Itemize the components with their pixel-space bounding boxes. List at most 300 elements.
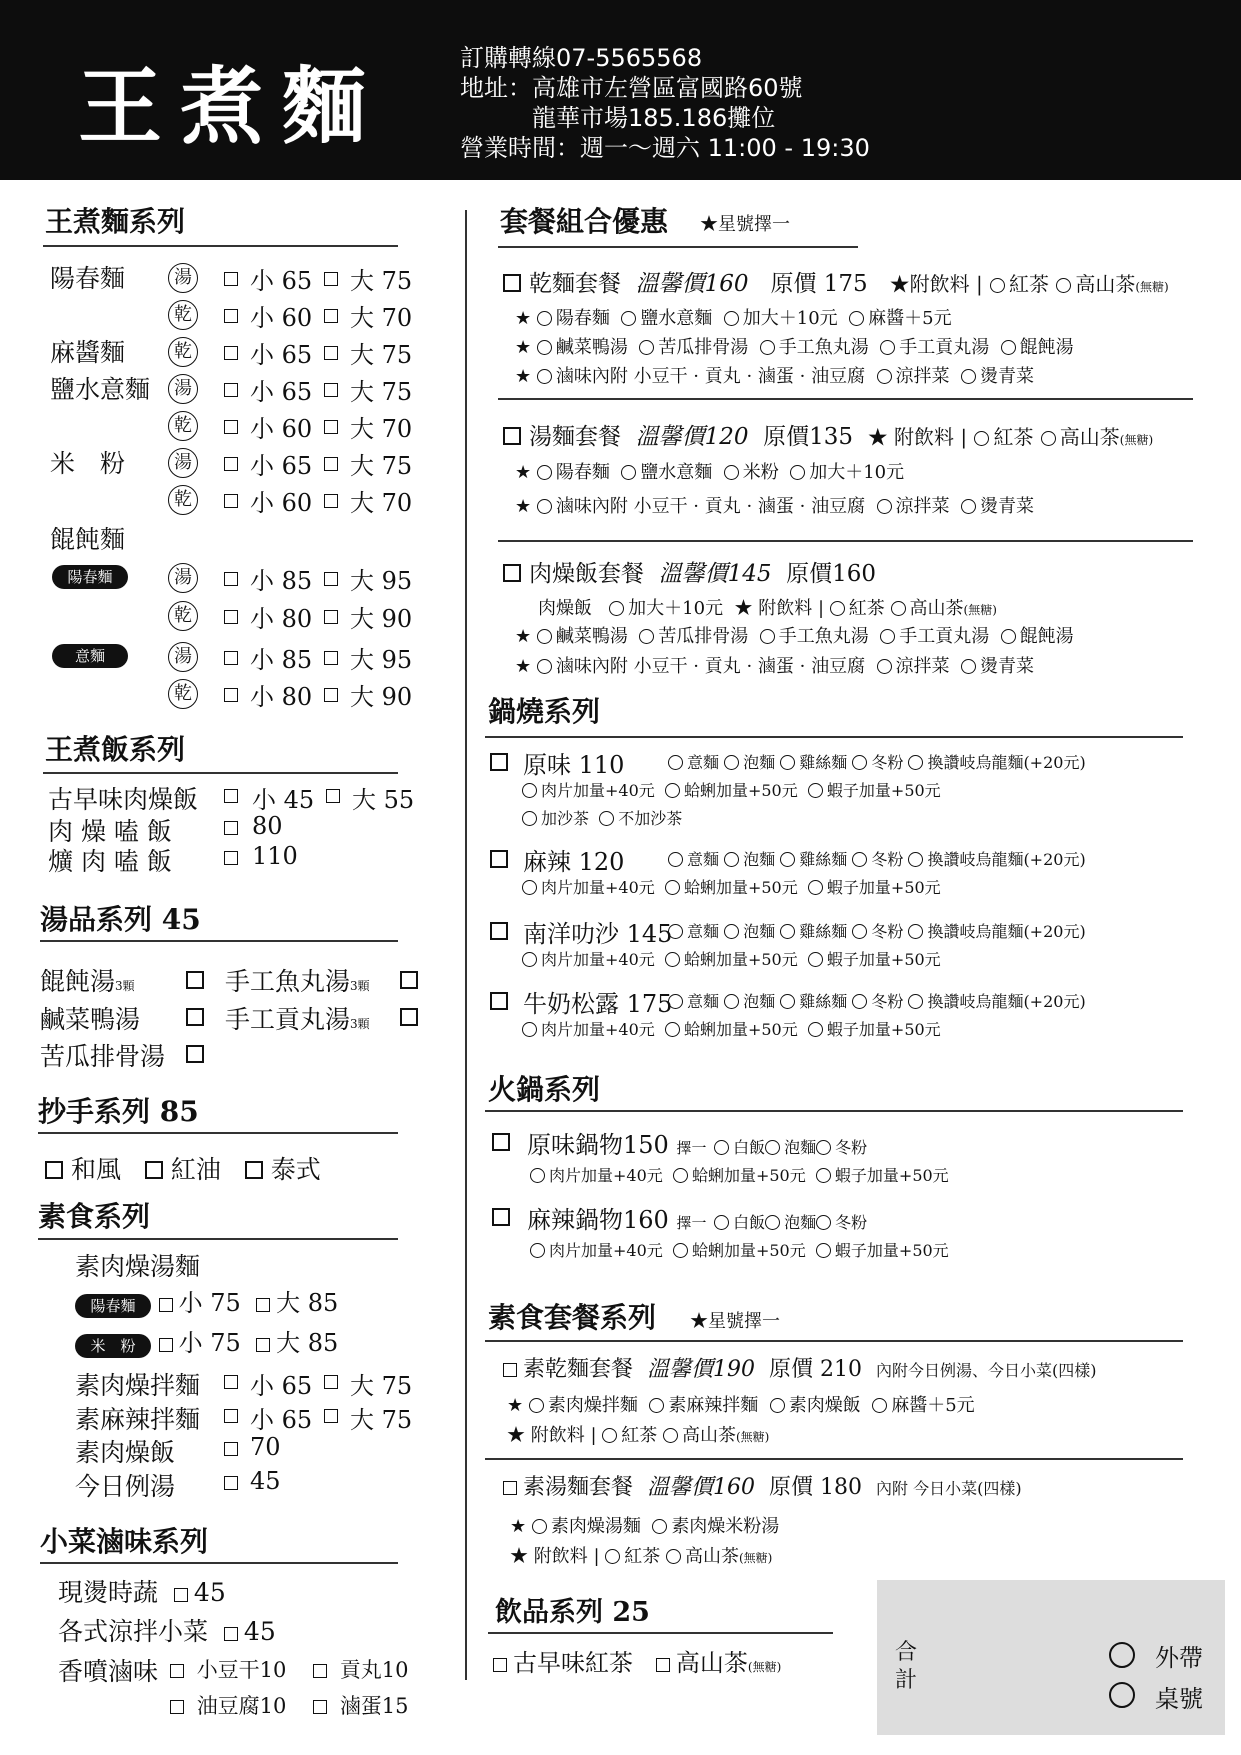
radio[interactable] bbox=[537, 369, 552, 384]
address-line1: 地址：高雄市左營區富國路60號 bbox=[460, 74, 803, 102]
large-price: 大 90 bbox=[350, 605, 413, 633]
small-checkbox[interactable] bbox=[224, 851, 238, 865]
pot-options bbox=[668, 847, 1091, 870]
radio[interactable] bbox=[816, 1168, 831, 1183]
radio[interactable] bbox=[780, 755, 795, 770]
radio[interactable] bbox=[880, 629, 895, 644]
option-label: 鹽水意麵 bbox=[640, 308, 713, 329]
radio[interactable] bbox=[830, 601, 845, 616]
radio[interactable] bbox=[668, 755, 683, 770]
set-name: 素湯麵套餐 bbox=[523, 1475, 634, 1500]
large-checkbox[interactable] bbox=[324, 272, 338, 286]
checkbox[interactable] bbox=[503, 564, 521, 582]
tea-option: 高山茶 bbox=[1075, 272, 1136, 296]
set-name: 湯麵套餐 bbox=[529, 424, 621, 450]
radio[interactable] bbox=[816, 1215, 831, 1230]
radio[interactable] bbox=[961, 659, 976, 674]
radio[interactable] bbox=[961, 499, 976, 514]
radio[interactable] bbox=[877, 369, 892, 384]
option-label: 滷味內附 小豆干 · 貢丸 · 滷蛋 · 油豆腐 bbox=[555, 366, 866, 387]
checkbox[interactable] bbox=[400, 1008, 418, 1026]
brand-logo: 王煮麵 bbox=[78, 58, 385, 156]
radio[interactable] bbox=[639, 340, 654, 355]
divider bbox=[38, 1238, 398, 1240]
large-checkbox[interactable] bbox=[324, 1375, 338, 1389]
large-checkbox[interactable] bbox=[324, 572, 338, 586]
checkbox[interactable] bbox=[186, 971, 204, 989]
type-pill: 陽春麵 bbox=[52, 565, 128, 589]
large-checkbox[interactable] bbox=[324, 1409, 338, 1423]
small-checkbox[interactable] bbox=[224, 688, 238, 702]
option-label: 泡麵 bbox=[784, 1138, 817, 1157]
divider bbox=[498, 398, 1193, 400]
set-name: 素乾麵套餐 bbox=[523, 1357, 634, 1382]
item-name: 手工魚丸湯 bbox=[225, 967, 351, 996]
radio[interactable] bbox=[816, 1243, 831, 1258]
checkbox[interactable] bbox=[493, 1658, 507, 1672]
option-label: 鹹菜鴨湯 bbox=[555, 626, 628, 647]
option-label: 意麵 bbox=[687, 992, 720, 1011]
option: 油豆腐10 bbox=[196, 1694, 287, 1718]
noodles-title: 王煮麵系列 bbox=[45, 205, 186, 238]
checkbox[interactable] bbox=[256, 1338, 270, 1352]
small-checkbox[interactable] bbox=[224, 272, 238, 286]
radio[interactable] bbox=[663, 1428, 678, 1443]
promo-price: 溫馨價160 bbox=[635, 271, 749, 297]
radio[interactable] bbox=[665, 783, 680, 798]
type-badge: 湯 bbox=[168, 448, 198, 478]
checkbox[interactable] bbox=[400, 971, 418, 989]
price: 45 bbox=[243, 1617, 276, 1646]
item-name: 麻醬麵 bbox=[50, 338, 126, 367]
radio[interactable] bbox=[621, 311, 636, 326]
checkbox[interactable] bbox=[313, 1700, 327, 1714]
tea-option: 紅茶 bbox=[1009, 272, 1050, 296]
star-mark: ★ bbox=[515, 656, 537, 677]
pot-options bbox=[668, 989, 1091, 1012]
option-label: 鹹菜鴨湯 bbox=[555, 337, 628, 358]
radio[interactable] bbox=[522, 811, 537, 826]
large-price: 大 85 bbox=[276, 1289, 339, 1317]
checkbox[interactable] bbox=[186, 1008, 204, 1026]
radio[interactable] bbox=[724, 924, 739, 939]
option-label: 餛飩湯 bbox=[1019, 337, 1074, 358]
small-price: 110 bbox=[252, 842, 298, 870]
option: 和風 bbox=[71, 1155, 122, 1184]
radio[interactable] bbox=[537, 659, 552, 674]
small-checkbox[interactable] bbox=[224, 383, 238, 397]
pot-name: 牛奶松露 175 bbox=[523, 990, 673, 1018]
radio[interactable] bbox=[908, 852, 923, 867]
radio[interactable] bbox=[852, 994, 867, 1009]
option-label: 泡麵 bbox=[743, 992, 776, 1011]
total-label-2: 計 bbox=[895, 1668, 918, 1693]
small-checkbox[interactable] bbox=[224, 420, 238, 434]
tea-sub: (無糖) bbox=[739, 1551, 773, 1565]
checkbox[interactable] bbox=[159, 1338, 173, 1352]
radio[interactable] bbox=[974, 431, 989, 446]
small-price: 小 65 bbox=[250, 452, 313, 480]
takeout-radio[interactable] bbox=[1109, 1642, 1135, 1668]
radio[interactable] bbox=[872, 1398, 887, 1413]
radio[interactable] bbox=[770, 1398, 785, 1413]
option-label: 素麻辣拌麵 bbox=[668, 1395, 759, 1416]
radio[interactable] bbox=[673, 1168, 688, 1183]
set-name: 肉燥飯套餐 bbox=[529, 561, 644, 587]
checkbox[interactable] bbox=[186, 1045, 204, 1063]
veg-dry-set-heading bbox=[503, 1352, 1097, 1383]
radio[interactable] bbox=[537, 340, 552, 355]
small-price: 小 65 bbox=[250, 1406, 313, 1434]
checkbox[interactable] bbox=[174, 1588, 188, 1602]
option-label: 手工貢丸湯 bbox=[899, 626, 990, 647]
radio[interactable] bbox=[530, 1168, 545, 1183]
item-sub: 3顆 bbox=[350, 1017, 370, 1031]
small-checkbox[interactable] bbox=[224, 457, 238, 471]
promo-price: 溫馨價160 bbox=[647, 1475, 756, 1500]
small-checkbox[interactable] bbox=[224, 1476, 238, 1490]
item-name: 各式涼拌小菜 bbox=[58, 1617, 209, 1646]
option-label: 滷味內附 小豆干 · 貢丸 · 滷蛋 · 油豆腐 bbox=[555, 496, 866, 517]
drinks-row bbox=[493, 1643, 781, 1678]
addon-label: 肉片加量+40元 bbox=[541, 950, 655, 969]
item-name: 肉 燥 嗑 飯 bbox=[48, 817, 172, 846]
small-price: 小 65 bbox=[250, 378, 313, 406]
radio[interactable] bbox=[649, 1398, 664, 1413]
drink-label: ★ 附飲料 | bbox=[867, 425, 968, 449]
checkbox[interactable] bbox=[503, 1363, 517, 1377]
checkbox[interactable] bbox=[170, 1664, 184, 1678]
radio[interactable] bbox=[537, 629, 552, 644]
radio[interactable] bbox=[808, 783, 823, 798]
soup-set-heading bbox=[503, 418, 1153, 451]
large-checkbox[interactable] bbox=[326, 789, 340, 803]
large-price: 大 75 bbox=[350, 1372, 413, 1400]
item-name: 餛飩湯 bbox=[40, 967, 116, 996]
type-pill: 意麵 bbox=[52, 644, 128, 668]
radio[interactable] bbox=[599, 811, 614, 826]
star-mark: ★ bbox=[515, 626, 537, 647]
small-price: 小 65 bbox=[250, 341, 313, 369]
small-checkbox[interactable] bbox=[224, 1375, 238, 1389]
addon-label: 蝦子加量+50元 bbox=[826, 950, 941, 969]
option-label: 冬粉 bbox=[871, 922, 904, 941]
pot-addons bbox=[522, 875, 951, 898]
checkbox[interactable] bbox=[490, 850, 508, 868]
divider bbox=[488, 1632, 833, 1634]
radio[interactable] bbox=[849, 311, 864, 326]
radio[interactable] bbox=[522, 880, 537, 895]
radio[interactable] bbox=[760, 629, 775, 644]
option-label: 涼拌菜 bbox=[895, 366, 950, 387]
option-label: 麻醬＋5元 bbox=[891, 1395, 975, 1416]
addon-label: 蛤蜊加量+50元 bbox=[683, 781, 798, 800]
star-mark: ★ bbox=[510, 1516, 532, 1537]
option: 小豆干10 bbox=[196, 1658, 287, 1682]
small-price: 80 bbox=[252, 812, 283, 840]
radio[interactable] bbox=[808, 880, 823, 895]
option-label: 餛飩湯 bbox=[1019, 626, 1074, 647]
address-line2: 龍華市場185.186攤位 bbox=[532, 104, 776, 132]
radio[interactable] bbox=[780, 852, 795, 867]
radio[interactable] bbox=[816, 1140, 831, 1155]
star-mark: ★ bbox=[515, 366, 537, 387]
checkbox[interactable] bbox=[503, 427, 521, 445]
checkbox[interactable] bbox=[503, 1481, 517, 1495]
checkbox[interactable] bbox=[503, 274, 521, 292]
option-line bbox=[510, 1512, 791, 1538]
radio[interactable] bbox=[609, 601, 624, 616]
radio[interactable] bbox=[852, 755, 867, 770]
set-name: 乾麵套餐 bbox=[529, 271, 621, 297]
small-checkbox[interactable] bbox=[224, 821, 238, 835]
radio[interactable] bbox=[724, 852, 739, 867]
checkbox[interactable] bbox=[245, 1161, 263, 1179]
original-price: 原價 175 bbox=[770, 271, 868, 297]
large-checkbox[interactable] bbox=[324, 494, 338, 508]
radio[interactable] bbox=[666, 1549, 681, 1564]
small-price: 小 45 bbox=[252, 786, 315, 814]
option-line bbox=[515, 362, 1045, 388]
type-badge: 乾 bbox=[168, 411, 198, 441]
checkbox[interactable] bbox=[492, 1133, 510, 1151]
tea-option: 紅茶 bbox=[848, 598, 885, 619]
radio[interactable] bbox=[891, 601, 906, 616]
tea-sub: (無糖) bbox=[963, 603, 997, 617]
large-price: 大 70 bbox=[350, 415, 413, 443]
option-line bbox=[507, 1391, 986, 1417]
takeout-label: 外帶 bbox=[1155, 1644, 1203, 1672]
item-sub: 3顆 bbox=[115, 979, 135, 993]
small-checkbox[interactable] bbox=[224, 494, 238, 508]
radio[interactable] bbox=[908, 994, 923, 1009]
radio[interactable] bbox=[602, 1428, 617, 1443]
small-price: 小 75 bbox=[178, 1329, 241, 1357]
large-checkbox[interactable] bbox=[324, 309, 338, 323]
total-label-1: 合 bbox=[895, 1640, 918, 1665]
addon-label: 肉片加量+40元 bbox=[549, 1241, 663, 1260]
radio[interactable] bbox=[724, 465, 739, 480]
option-label: 手工貢丸湯 bbox=[899, 337, 990, 358]
radio[interactable] bbox=[529, 1398, 544, 1413]
checkbox[interactable] bbox=[490, 922, 508, 940]
radio[interactable] bbox=[537, 311, 552, 326]
type-badge: 湯 bbox=[168, 563, 198, 593]
option-label: 意麵 bbox=[687, 922, 720, 941]
tea-sub: (無糖) bbox=[736, 1430, 770, 1444]
radio[interactable] bbox=[621, 465, 636, 480]
radio[interactable] bbox=[639, 629, 654, 644]
divider bbox=[40, 940, 398, 942]
small-price: 小 80 bbox=[250, 683, 313, 711]
radio[interactable] bbox=[765, 1140, 780, 1155]
radio[interactable] bbox=[780, 924, 795, 939]
radio[interactable] bbox=[877, 659, 892, 674]
type-pill: 陽春麵 bbox=[75, 1294, 151, 1318]
note: 內附今日例湯、今日小菜(四樣) bbox=[876, 1361, 1097, 1380]
radio[interactable] bbox=[808, 1022, 823, 1037]
radio[interactable] bbox=[1056, 278, 1071, 293]
type-badge: 乾 bbox=[168, 485, 198, 515]
radio[interactable] bbox=[665, 952, 680, 967]
promo-price: 溫馨價190 bbox=[647, 1357, 756, 1382]
addon-label: 蝦子加量+50元 bbox=[826, 781, 941, 800]
tea-option: 紅茶 bbox=[621, 1425, 658, 1446]
option-label: 加大＋10元 bbox=[742, 308, 838, 329]
checkbox[interactable] bbox=[492, 1208, 510, 1226]
small-price: 70 bbox=[250, 1433, 281, 1461]
radio[interactable] bbox=[765, 1215, 780, 1230]
radio[interactable] bbox=[665, 880, 680, 895]
tea-option: 高山茶 bbox=[1059, 425, 1120, 449]
option-label: 滷味內附 小豆干 · 貢丸 · 滷蛋 · 油豆腐 bbox=[555, 656, 866, 677]
radio[interactable] bbox=[760, 340, 775, 355]
radio[interactable] bbox=[522, 952, 537, 967]
radio[interactable] bbox=[1041, 431, 1056, 446]
radio[interactable] bbox=[961, 369, 976, 384]
divider bbox=[498, 540, 1193, 542]
extra-label: 加沙茶 bbox=[541, 809, 590, 828]
option-label: 涼拌菜 bbox=[895, 496, 950, 517]
option-label: 白飯 bbox=[733, 1138, 766, 1157]
radio[interactable] bbox=[1001, 340, 1016, 355]
radio[interactable] bbox=[532, 1519, 547, 1534]
header bbox=[0, 0, 1241, 180]
option-label: 苦瓜排骨湯 bbox=[658, 337, 749, 358]
option-label: 白飯 bbox=[733, 1213, 766, 1232]
radio[interactable] bbox=[852, 852, 867, 867]
large-checkbox[interactable] bbox=[324, 346, 338, 360]
checkbox[interactable] bbox=[256, 1298, 270, 1312]
checkbox[interactable] bbox=[656, 1658, 670, 1672]
addon-label: 蛤蜊加量+50元 bbox=[691, 1166, 806, 1185]
option-line bbox=[515, 492, 1045, 518]
divider bbox=[38, 1132, 398, 1134]
pot-name: 麻辣 120 bbox=[523, 848, 625, 876]
radio[interactable] bbox=[714, 1140, 729, 1155]
star-mark: ★ bbox=[515, 462, 537, 483]
radio[interactable] bbox=[668, 994, 683, 1009]
radio[interactable] bbox=[780, 994, 795, 1009]
small-checkbox[interactable] bbox=[224, 1409, 238, 1423]
radio[interactable] bbox=[852, 924, 867, 939]
large-price: 大 70 bbox=[350, 489, 413, 517]
large-checkbox[interactable] bbox=[324, 420, 338, 434]
radio[interactable] bbox=[673, 1243, 688, 1258]
radio[interactable] bbox=[652, 1519, 667, 1534]
radio[interactable] bbox=[668, 924, 683, 939]
radio[interactable] bbox=[808, 952, 823, 967]
radio[interactable] bbox=[880, 340, 895, 355]
side-item: 香噴滷味 bbox=[58, 1657, 159, 1686]
checkbox[interactable] bbox=[159, 1298, 173, 1312]
radio[interactable] bbox=[665, 1022, 680, 1037]
type-badge: 湯 bbox=[168, 263, 198, 293]
radio[interactable] bbox=[1001, 629, 1016, 644]
drink-line: ★ 附飲料 | 紅茶 高山茶(無糖) bbox=[510, 1546, 773, 1567]
radio[interactable] bbox=[790, 465, 805, 480]
small-checkbox[interactable] bbox=[224, 572, 238, 586]
option-label: 加大＋10元 bbox=[809, 462, 905, 483]
checkbox[interactable] bbox=[490, 992, 508, 1010]
option-line bbox=[515, 304, 963, 330]
option-label: 泡麵 bbox=[784, 1213, 817, 1232]
table-radio[interactable] bbox=[1109, 1682, 1135, 1708]
option-label: 苦瓜排骨湯 bbox=[658, 626, 749, 647]
type-badge: 乾 bbox=[168, 601, 198, 631]
side-options bbox=[170, 1654, 409, 1684]
large-price: 大 75 bbox=[350, 341, 413, 369]
tea-option: 高山茶 bbox=[909, 598, 964, 619]
radio[interactable] bbox=[522, 1022, 537, 1037]
hours: 營業時間：週一～週六 11:00 - 19:30 bbox=[460, 134, 870, 162]
large-checkbox[interactable] bbox=[324, 688, 338, 702]
small-checkbox[interactable] bbox=[224, 346, 238, 360]
addon-label: 蝦子加量+50元 bbox=[834, 1166, 949, 1185]
checkbox[interactable] bbox=[145, 1161, 163, 1179]
small-checkbox[interactable] bbox=[224, 610, 238, 624]
large-price: 大 75 bbox=[350, 267, 413, 295]
option: 加大＋10元 bbox=[628, 598, 724, 619]
checkbox[interactable] bbox=[170, 1700, 184, 1714]
radio[interactable] bbox=[724, 994, 739, 1009]
type-badge: 乾 bbox=[168, 679, 198, 709]
checkbox[interactable] bbox=[490, 753, 508, 771]
radio[interactable] bbox=[530, 1243, 545, 1258]
large-checkbox[interactable] bbox=[324, 457, 338, 471]
divider bbox=[40, 1562, 398, 1564]
small-checkbox[interactable] bbox=[224, 789, 238, 803]
addon-label: 蝦子加量+50元 bbox=[826, 1020, 941, 1039]
radio[interactable] bbox=[990, 278, 1005, 293]
original-price: 原價 210 bbox=[769, 1357, 863, 1382]
drink-line: ★ 附飲料 | 紅茶 高山茶(無糖) bbox=[507, 1425, 770, 1446]
radio[interactable] bbox=[724, 311, 739, 326]
checkbox[interactable] bbox=[224, 1627, 238, 1641]
hotpot-name: 麻辣鍋物160 bbox=[527, 1206, 669, 1234]
sides-title: 小菜滷味系列 bbox=[40, 1525, 209, 1558]
radio[interactable] bbox=[908, 755, 923, 770]
radio[interactable] bbox=[714, 1215, 729, 1230]
radio[interactable] bbox=[605, 1549, 620, 1564]
radio[interactable] bbox=[908, 924, 923, 939]
option: 泰式 bbox=[270, 1155, 321, 1184]
option-label: 陽春麵 bbox=[555, 462, 610, 483]
radio[interactable] bbox=[537, 465, 552, 480]
small-checkbox[interactable] bbox=[224, 651, 238, 665]
large-price: 大 75 bbox=[350, 452, 413, 480]
large-checkbox[interactable] bbox=[324, 383, 338, 397]
small-checkbox[interactable] bbox=[224, 1442, 238, 1456]
large-checkbox[interactable] bbox=[324, 651, 338, 665]
checkbox[interactable] bbox=[45, 1161, 63, 1179]
radio[interactable] bbox=[522, 783, 537, 798]
radio[interactable] bbox=[724, 755, 739, 770]
table-label: 桌號 bbox=[1155, 1685, 1203, 1713]
small-price: 45 bbox=[250, 1467, 281, 1495]
drink-label: 附飲料 | bbox=[530, 1425, 597, 1446]
checkbox[interactable] bbox=[313, 1664, 327, 1678]
large-price: 大 70 bbox=[350, 304, 413, 332]
star-mark: ★ bbox=[507, 1395, 529, 1416]
option-line bbox=[515, 333, 1085, 359]
small-checkbox[interactable] bbox=[224, 309, 238, 323]
radio[interactable] bbox=[877, 499, 892, 514]
large-checkbox[interactable] bbox=[324, 610, 338, 624]
radio[interactable] bbox=[537, 499, 552, 514]
option-label: 冬粉 bbox=[871, 992, 904, 1011]
radio[interactable] bbox=[668, 852, 683, 867]
